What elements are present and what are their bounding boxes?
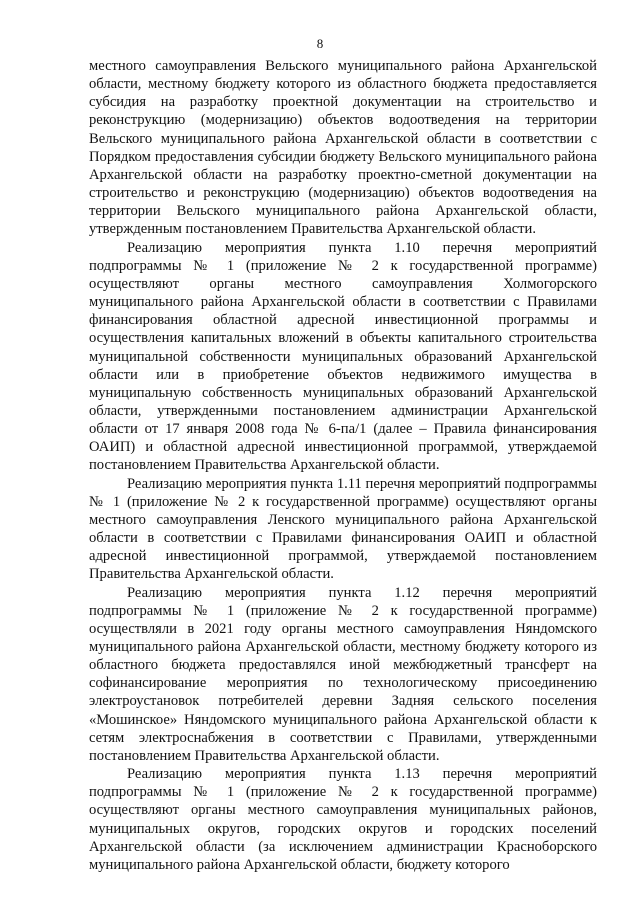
document-body: [89, 57, 597, 874]
paragraph-continuation: местного самоуправления Вельского муниципального района Архангельской области, местному бюджету которого из областного бюджета предоставляется субсидия на разработку проектной документации на строительство и реконструкцию (модернизацию) объектов водоотведения на территории Вельского муниципального района Архангельской области в соответствии с Порядком предоставления субсидии бюджету Вельского муниципального района Архангельской области на разработку проектно-сметной документации на строительство и реконструкцию (модернизацию) объектов водоотведения на территории Вельского муниципального района Архангельской области, утвержденным постановлением Правительства Архангельской области.: [89, 58, 597, 238]
paragraph-item-1-11: Реализацию мероприятия пункта 1.11 перечня мероприятий подпрограммы № 1 (приложение № 2 к государственной программе) осуществляют органы местного самоуправления Ленского муниципального района Архангельской области в соответствии с Правилами финансирования ОАИП и областной адресной инвестиционной программой, утверждаемой постановлением Правительства Архангельской области.: [89, 475, 597, 583]
paragraph-item-1-12: Реализацию мероприятия пункта 1.12 перечня мероприятий подпрограммы № 1 (приложение № 2 к государственной программе) осуществляли в 2021 году органы местного самоуправления Няндомского муниципального района Архангельской области, местному бюджету которого из областного бюджета предоставлялся иной межбюджетный трансферт на софинансирование мероприятия по технологическому присоединению электроустановок потребителей деревни Задняя сельского поселения «Мошинское» Няндомского муниципального района Архангельской области к сетям электроснабжения в соответствии с Правилами, утвержденными постановлением Правительства Архангельской области.: [89, 584, 597, 764]
paragraph-item-1-13: Реализацию мероприятия пункта 1.13 перечня мероприятий подпрограммы № 1 (приложение № 2 к государственной программе) осуществляют органы местного самоуправления муниципальных районов, муниципальных округов, городских округов и городских поселений Архангельской области (за исключением администрации Красноборского муниципального района Архангельской области, бюджету которого: [89, 766, 597, 873]
paragraph-item-1-10: Реализацию мероприятия пункта 1.10 перечня мероприятий подпрограммы № 1 (приложение № 2 к государственной программе) осуществляют органы местного самоуправления Холмогорского муниципального района Архангельской области в соответствии с Правилами финансирования областной адресной инвестиционной программы и осуществления капитальных вложений в объекты капитального строительства муниципальной собственности муниципальных образований Архангельской области или в приобретение объектов недвижимого имущества в муниципальную собственность муниципальных образований Архангельской области, утвержденными постановлением администрации Архангельской области от 17 января 2008 года № 6-па/1 (далее – Правила финансирования ОАИП) и областной адресной инвестиционной программой, утверждаемой постановлением Правительства Архангельской области.: [89, 239, 597, 474]
page-number: 8: [316, 36, 324, 51]
